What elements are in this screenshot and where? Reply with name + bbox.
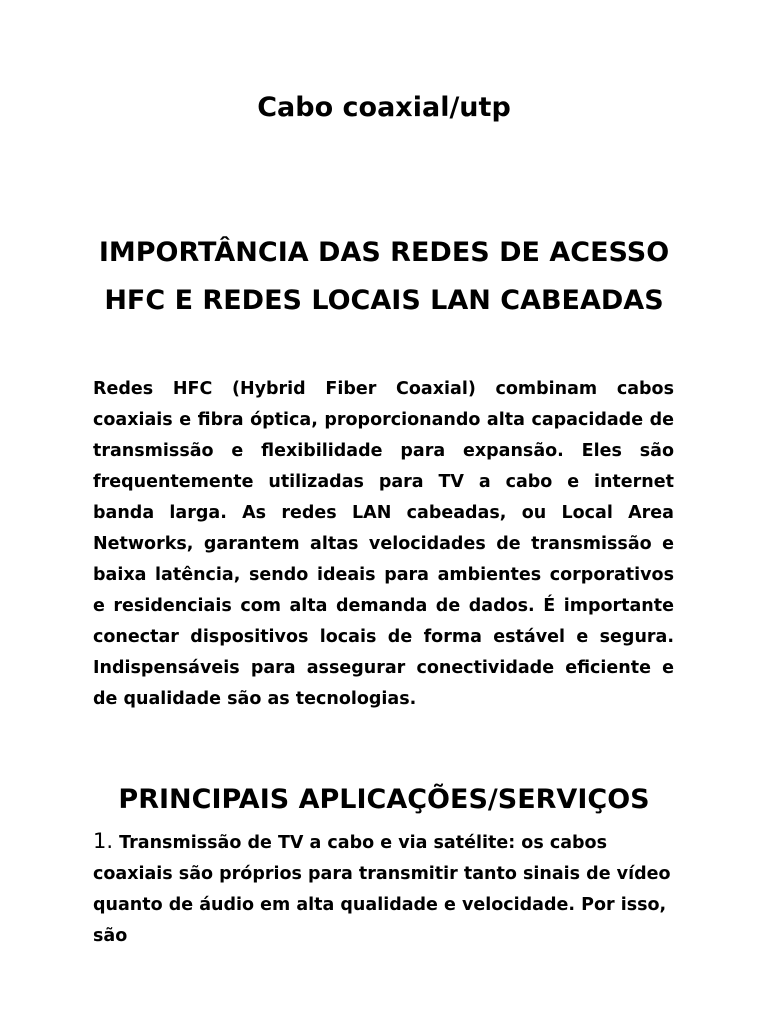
list-item-text: Transmissão de TV a cabo e via satélite: os cabos coaxiais são próprios para transmitir tanto sinais de vídeo quanto de áudio em alta qualidade e velocidade. Por isso, são bbox=[93, 833, 671, 946]
section-heading-aplicacoes: PRINCIPAIS APLICAÇÕES/SERVIÇOS bbox=[118, 784, 650, 815]
document-title: Cabo coaxial/utp bbox=[257, 92, 511, 123]
section-paragraph-importancia: Redes HFC (Hybrid Fiber Coaxial) combinam cabos coaxiais e fibra óptica, proporcionando alta capacidade de transmissão e flexibilidade para expansão. Eles são frequentemente utilizadas para TV a cabo e internet banda larga. As redes LAN cabeadas, ou Local Area Networks, garantem altas velocidades de transmissão e baixa latência, sendo ideais para ambientes corporativos e residenciais com alta demanda de dados. É importante conectar dispositivos locais de forma estável e segura. Indispensáveis para assegurar conectividade eficiente e de qualidade são as tecnologias. bbox=[93, 379, 674, 709]
list-item-number: 1. bbox=[93, 829, 114, 853]
list-item-1 bbox=[93, 826, 674, 952]
section-heading-importancia: IMPORTÂNCIA DAS REDES DE ACESSO HFC E REDES LOCAIS LAN CABEADAS bbox=[98, 237, 670, 316]
